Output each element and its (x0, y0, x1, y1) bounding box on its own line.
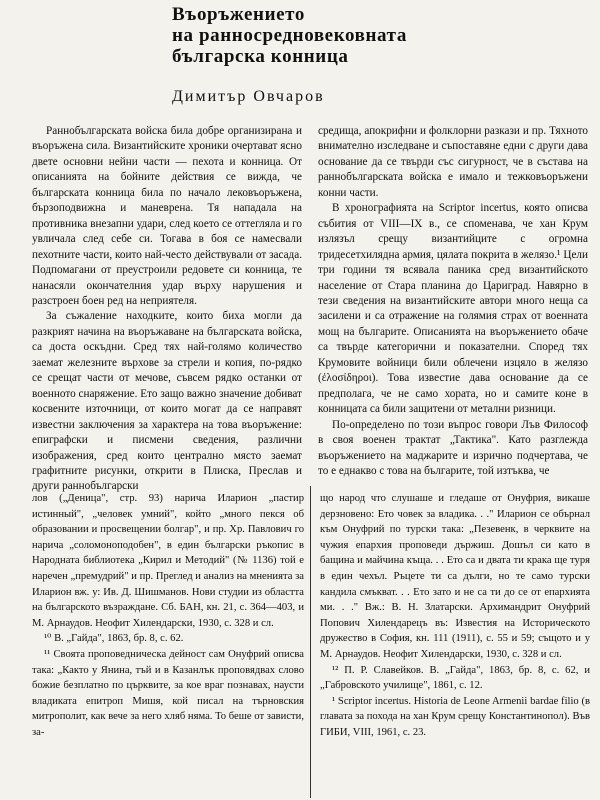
title-line-1: Въоръжението (172, 4, 305, 25)
body-column-right (318, 124, 588, 480)
column-divider (310, 486, 311, 798)
body-column-left (32, 124, 302, 493)
footnotes-left (32, 491, 304, 796)
article-title (172, 4, 592, 67)
footnote-12: ¹² П. Р. Славейков. В. „Гайда", 1863, бр. 8, с. 62, и „Габровското училище", 1861, с. 12. (320, 664, 590, 692)
footnote-1: ¹ Scriptor incertus. Historia de Leone Armenii bardae filio (в главата за похода на хан Крум срещу Константинопол). Във ГИБИ, VIII, 1961, с. 23. (320, 695, 590, 738)
author-name: Димитър Овчаров (172, 88, 325, 105)
paragraph: За съжаление находките, които биха могли да разкрият начина на въоръжаване на българската войска, са доста оскъдни. Сред тях най-голямо количество заемат железните върхове за стрели и копия, по-рядко се срещат части от мечове, съвсем рядко останки от военното снаряжение. Ето защо важно значение добиват косвените източници, от които могат да се направят известни заключения за характера на това въоръжение: епиграфски и писмени сведения, различни изображения, сред които централно място заемат графитните рисунки, открити в Плиска, Преслав и други раннобългарски (32, 310, 302, 493)
footnote: лов („Деница", стр. 93) нарича Иларион „пастир истинный", „человек умний", който „много пекся об образовании и просвещении болгар", и пр. Хр. Павлович го нарича „соломоноподобен", в един български ръкопис в Народната библиотека „Кирил и Методий" (№ 1136) той е наречен „премудрий" и пр. Преглед и анализ на мненията за Иларион вж. у: Ив. Д. Шишманов. Нови студии из областта на българското възраждане. Сб. БАН, кн. 21, с. 364—403, и М. Арнаудов. Неофит Хилендарски, 1930, с. 328 и сл. (32, 493, 304, 629)
title-line-2: на ранносредновековната (172, 25, 407, 46)
footnotes-right (320, 491, 590, 796)
paragraph: В хронографията на Scriptor incertus, която описва събития от VIII—IX в., се споменава, че хан Крум излязъл срещу византийците с огромна тридесетхилядна армия, цялата покрита в желязо.¹ Цели три години тя всявала паника сред византийското население от Стара планина до Цариград. Навярно в тези сведения на византийските автори много неща са засилени и са отражение на голямия страх от военната мощ на българите. Описанията на въоръжението обаче са твърде категорични и показателни. Според тях Крумовите войници били облечени изцяло в желязо (ἐλοσίδηροι). Това известие дава основание да се предполага, че не само хората, но и самите коне в конницата са били защитени от метални ризници. (318, 202, 588, 416)
paragraph: средища, апокрифни и фолклорни разкази и пр. Тяхното внимателно изследване и съпоставяне едни с други дава основание да се твърди със сигурност, че в състава на раннобългарската войска е имало и тежковъоръжени конни части. (318, 125, 588, 199)
footnote: що народ что слушаше и гледаше от Онуфрия, викаше дерзновено: Ето човек за владика. . ." Иларион се обърнал към Онуфрий по турски така: „Пезевенк, в черквите на чужия епархия проповеди държиш. Дошъл си като в бащина и майчина къща. . . Ето са и двата ти крака ще туря в един чехъл. Ръцете ти са дълги, но те само турски кандила смъкват. . . Ето зато и не са ти до се от епархията ми. . ." Вж.: В. Н. Златарски. Архимандрит Онуфрий Попович Хилендарецъ въ: Известия на Историческото дружество в София, кн. 111 (1911), с. 55 и 59; същото и у М. Арнаудов. Неофит Хилендарски, 1930, с. 328 и сл. (320, 493, 590, 660)
footnote-11: ¹¹ Своята проповедническа дейност сам Онуфрий описва така: „Както у Янина, тъй и в Казанлък проповядвах слово божие безплатно по църквите, за кое враг познавах, наусти владиката епитроп Мишя, кой писал на търновския митрополит, как вече за него хляб няма. То беше от зависти, за- (32, 648, 304, 738)
title-line-3: българска конница (172, 46, 349, 67)
paragraph: По-определено по този въпрос говори Лъв Философ в своя военен трактат „Тактика". Като разглежда въоръжението на маджарите и изрично подчертава, че то е еднакво с това на българите, той изтъква, че (318, 418, 588, 477)
footnote-10: ¹⁰ В. „Гайда", 1863, бр. 8, с. 62. (44, 633, 184, 645)
paragraph: Раннобългарската войска била добре организирана и въоръжена сила. Византийските хроники очертават ясно двете основни нейни части — пехота и конница. От описанията на бойните действия се вижда, че българската конница била по начало лековъоръжена, бързоподвижна и маневрена. Тя нападала на противника внезапни удари, след което се оттегляла и го увличала след себе си. Тогава в боя се намесвали пехотните части, които най-често действували от засада. Подпомагани от преустроили редовете си конница, те нанасяли окончателния удар върху нарушения и разстроен боен ред на неприятеля. (32, 125, 302, 307)
